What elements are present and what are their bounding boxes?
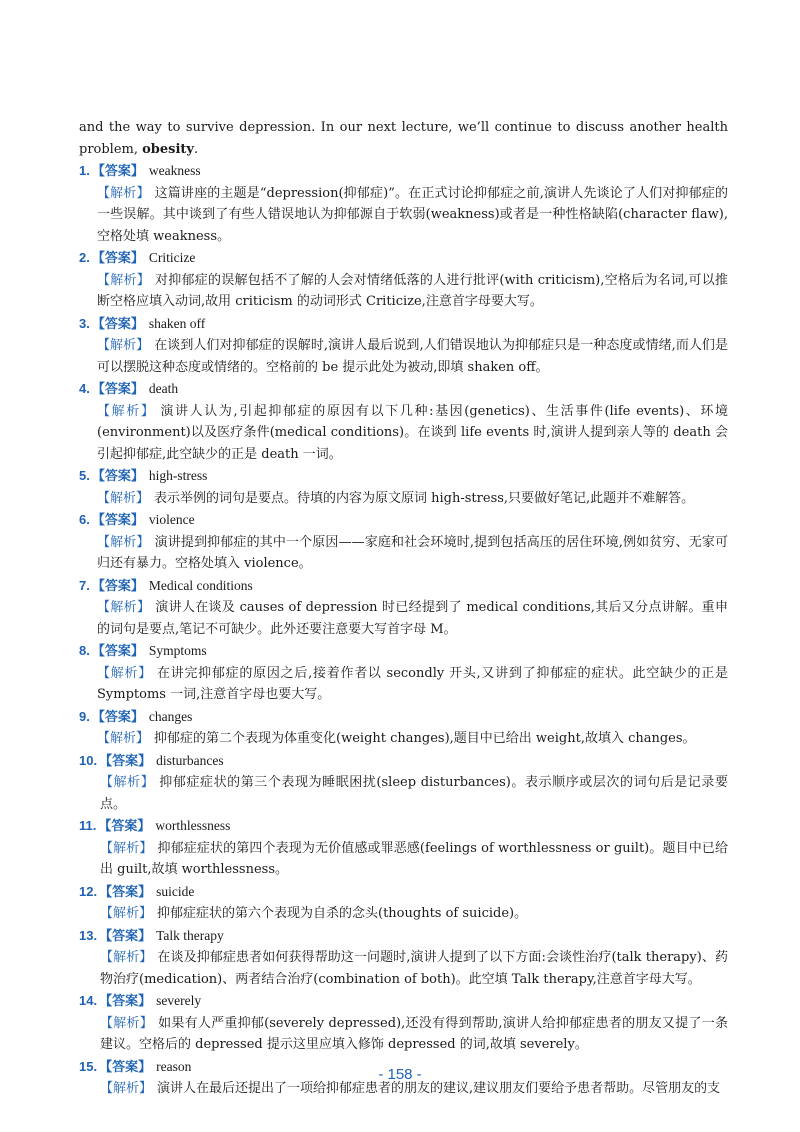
explanation-tag: 【解析】 [97,403,156,419]
answer-tag: 【答案】 [98,819,151,834]
answer-item [79,815,728,881]
answer-text: worthlessness [155,818,231,833]
explanation-text: 演讲人在谈及 causes of depression 时已经提到了 medical conditions,其后又分点讲解。重申的词句是要点,笔记不可缺少。此外还要注意要大写首字母 M。 [97,600,728,637]
explanation-line [79,1013,728,1056]
item-number: 6. [79,512,90,527]
explanation-text: 表示举例的词句是要点。待填的内容为原文原词 high-stress,只要做好笔记,此题并不难解答。 [154,490,695,506]
answer-text: Talk therapy [156,927,224,943]
item-number: 2. [79,250,90,265]
answer-item [79,378,728,465]
item-number: 4. [79,381,90,396]
intro-paragraph [79,117,728,160]
answer-item [79,925,728,991]
answer-line [79,465,728,488]
answer-line [79,881,728,904]
answer-item [79,750,728,816]
item-number: 8. [79,643,90,658]
answer-item [79,160,728,247]
answer-tag: 【答案】 [91,251,144,266]
item-number: 11. [79,818,97,833]
answer-line [79,509,728,532]
explanation-line [79,488,728,510]
explanation-line [79,903,728,925]
answer-text: violence [148,512,195,527]
item-number: 13. [79,927,98,943]
answer-item [79,509,728,575]
answer-text: weakness [148,163,201,178]
answer-tag: 【答案】 [99,884,152,900]
answer-line [79,575,728,598]
item-number: 7. [79,577,90,593]
answer-line [79,925,728,948]
intro-text: and the way to survive depression. In our next lecture, we’ll continue to discuss another health problem, [79,120,728,157]
explanation-text: 抑郁症症状的第六个表现为自杀的念头(thoughts of suicide)。 [157,906,528,921]
explanation-tag: 【解析】 [100,950,153,965]
explanation-tag: 【解析】 [97,665,152,681]
explanation-line [79,270,728,313]
answer-text: suicide [156,883,195,899]
explanation-text: 演讲人在最后还提出了一项给抑郁症患者的朋友的建议,建议朋友们要给予患者帮助。尽管朋友的支 [157,1081,721,1096]
answer-text: reason [156,1058,192,1074]
answer-list [79,160,728,1100]
explanation-tag: 【解析】 [97,490,150,506]
item-number: 12. [79,883,98,899]
item-number: 1. [79,163,90,178]
answer-line [79,640,728,663]
explanation-line [79,838,728,881]
answer-item [79,247,728,313]
answer-tag: 【答案】 [91,644,144,659]
answer-text: Criticize [148,250,196,265]
answer-text: changes [148,708,193,724]
answer-item [79,990,728,1056]
answer-item [79,881,728,925]
answer-tag: 【答案】 [91,382,144,397]
explanation-text: 在谈及抑郁症患者如何获得帮助这一问题时,演讲人提到了以下方面:会谈性治疗(talk therapy)、药物治疗(medication)、两者结合治疗(combination of both)。此空填 Talk therapy,注意首字母大写。 [100,950,728,987]
explanation-line [79,597,728,640]
answer-tag: 【答案】 [99,753,152,769]
explanation-text: 抑郁症的第二个表现为体重变化(weight changes),题目中已给出 weight,故填入 changes。 [154,731,696,746]
explanation-text: 演讲提到抑郁症的其中一个原因——家庭和社会环境时,提到包括高压的居住环境,例如贫穷、无家可归还有暴力。空格处填入 violence。 [97,534,728,571]
answer-tag: 【答案】 [91,469,144,484]
answer-text: Medical conditions [148,577,253,593]
answer-item [79,706,728,750]
answer-item [79,313,728,379]
answer-text: severely [156,993,202,1008]
explanation-line [79,663,728,706]
answer-line [79,706,728,729]
answer-item [79,465,728,509]
answer-text: shaken off [148,315,206,331]
explanation-tag: 【解析】 [97,600,151,615]
explanation-tag: 【解析】 [97,272,150,288]
answer-line [79,815,728,838]
explanation-line [79,947,728,990]
explanation-text: 在谈到人们对抑郁症的误解时,演讲人最后说到,人们错误地认为抑郁症只是一种态度或情绪,而人们是可以摆脱这种态度或情绪的。空格前的 be 提示此处为被动,即填 shaken off。 [97,338,728,375]
answer-text: Symptoms [148,643,207,658]
explanation-text: 对抑郁症的误解包括不了解的人会对情绪低落的人进行批评(with criticism),空格后为名词,可以推断空格应填入动词,故用 criticism 的动词形式 Criticize,注意首字母要大写。 [97,272,728,309]
answer-tag: 【答案】 [99,994,152,1009]
item-number: 14. [79,993,98,1008]
explanation-tag: 【解析】 [100,1081,153,1096]
answer-line [79,378,728,401]
explanation-line [79,335,728,378]
answer-tag: 【答案】 [91,316,144,332]
answer-text: disturbances [156,752,224,768]
explanation-tag: 【解析】 [97,534,150,550]
explanation-line [79,728,728,750]
explanation-tag: 【解析】 [100,1015,154,1031]
explanation-tag: 【解析】 [100,840,153,856]
explanation-line [79,772,728,815]
explanation-tag: 【解析】 [100,775,155,790]
intro-bold-word: obesity [142,141,194,157]
answer-tag: 【答案】 [91,709,144,725]
answer-tag: 【答案】 [91,513,144,528]
explanation-tag: 【解析】 [100,906,153,921]
answer-tag: 【答案】 [99,1059,152,1075]
answer-tag: 【答案】 [91,164,144,179]
explanation-text: 抑郁症症状的第三个表现为睡眠困扰(sleep disturbances)。表示顺序或层次的词句后是记录要点。 [100,775,728,812]
intro-end: . [194,141,199,157]
item-number: 5. [79,468,90,483]
explanation-line [79,183,728,248]
answer-item [79,575,728,641]
item-number: 15. [79,1058,98,1074]
explanation-text: 抑郁症症状的第四个表现为无价值感或罪恶感(feelings of worthlessness or guilt)。题目中已给出 guilt,故填 worthlessness。 [100,840,728,877]
explanation-tag: 【解析】 [97,338,150,353]
item-number: 3. [79,315,90,331]
answer-line [79,750,728,773]
page-number: - 158 - [378,1066,422,1083]
explanation-line [79,401,728,466]
answer-line [79,247,728,270]
answer-line [79,160,728,183]
answer-tag: 【答案】 [91,578,144,594]
explanation-text: 这篇讲座的主题是“depression(抑郁症)”。在正式讨论抑郁症之前,演讲人先谈论了人们对抑郁症的一些误解。其中谈到了有些人错误地认为抑郁源自于软弱(weakness)或者是一种性格缺陷(character flaw),空格处填 weakness。 [97,185,728,244]
item-number: 10. [79,752,98,768]
answer-text: high-stress [148,468,208,483]
answer-line [79,990,728,1013]
explanation-text: 演讲人认为,引起抑郁症的原因有以下几种:基因(genetics)、生活事件(life events)、环境(environment)以及医疗条件(medical conditions)。在谈到 life events 时,演讲人提到亲人等的 death 会引起抑郁症,此空缺少的正是 death 一词。 [97,403,728,462]
item-number: 9. [79,708,90,724]
answer-text: death [148,381,179,396]
answer-tag: 【答案】 [99,928,152,944]
explanation-tag: 【解析】 [97,185,150,201]
explanation-line [79,532,728,575]
answer-line [79,313,728,336]
explanation-text: 如果有人严重抑郁(severely depressed),还没有得到帮助,演讲人给抑郁症患者的朋友又提了一条建议。空格后的 depressed 提示这里应填入修饰 depressed 的词,故填 severely。 [100,1015,728,1052]
explanation-text: 在讲完抑郁症的原因之后,接着作者以 secondly 开头,又讲到了抑郁症的症状。此空缺少的正是 Symptoms 一词,注意首字母也要大写。 [97,665,728,702]
answer-item [79,640,728,706]
explanation-tag: 【解析】 [97,731,150,746]
answer-key-content [79,117,728,1100]
